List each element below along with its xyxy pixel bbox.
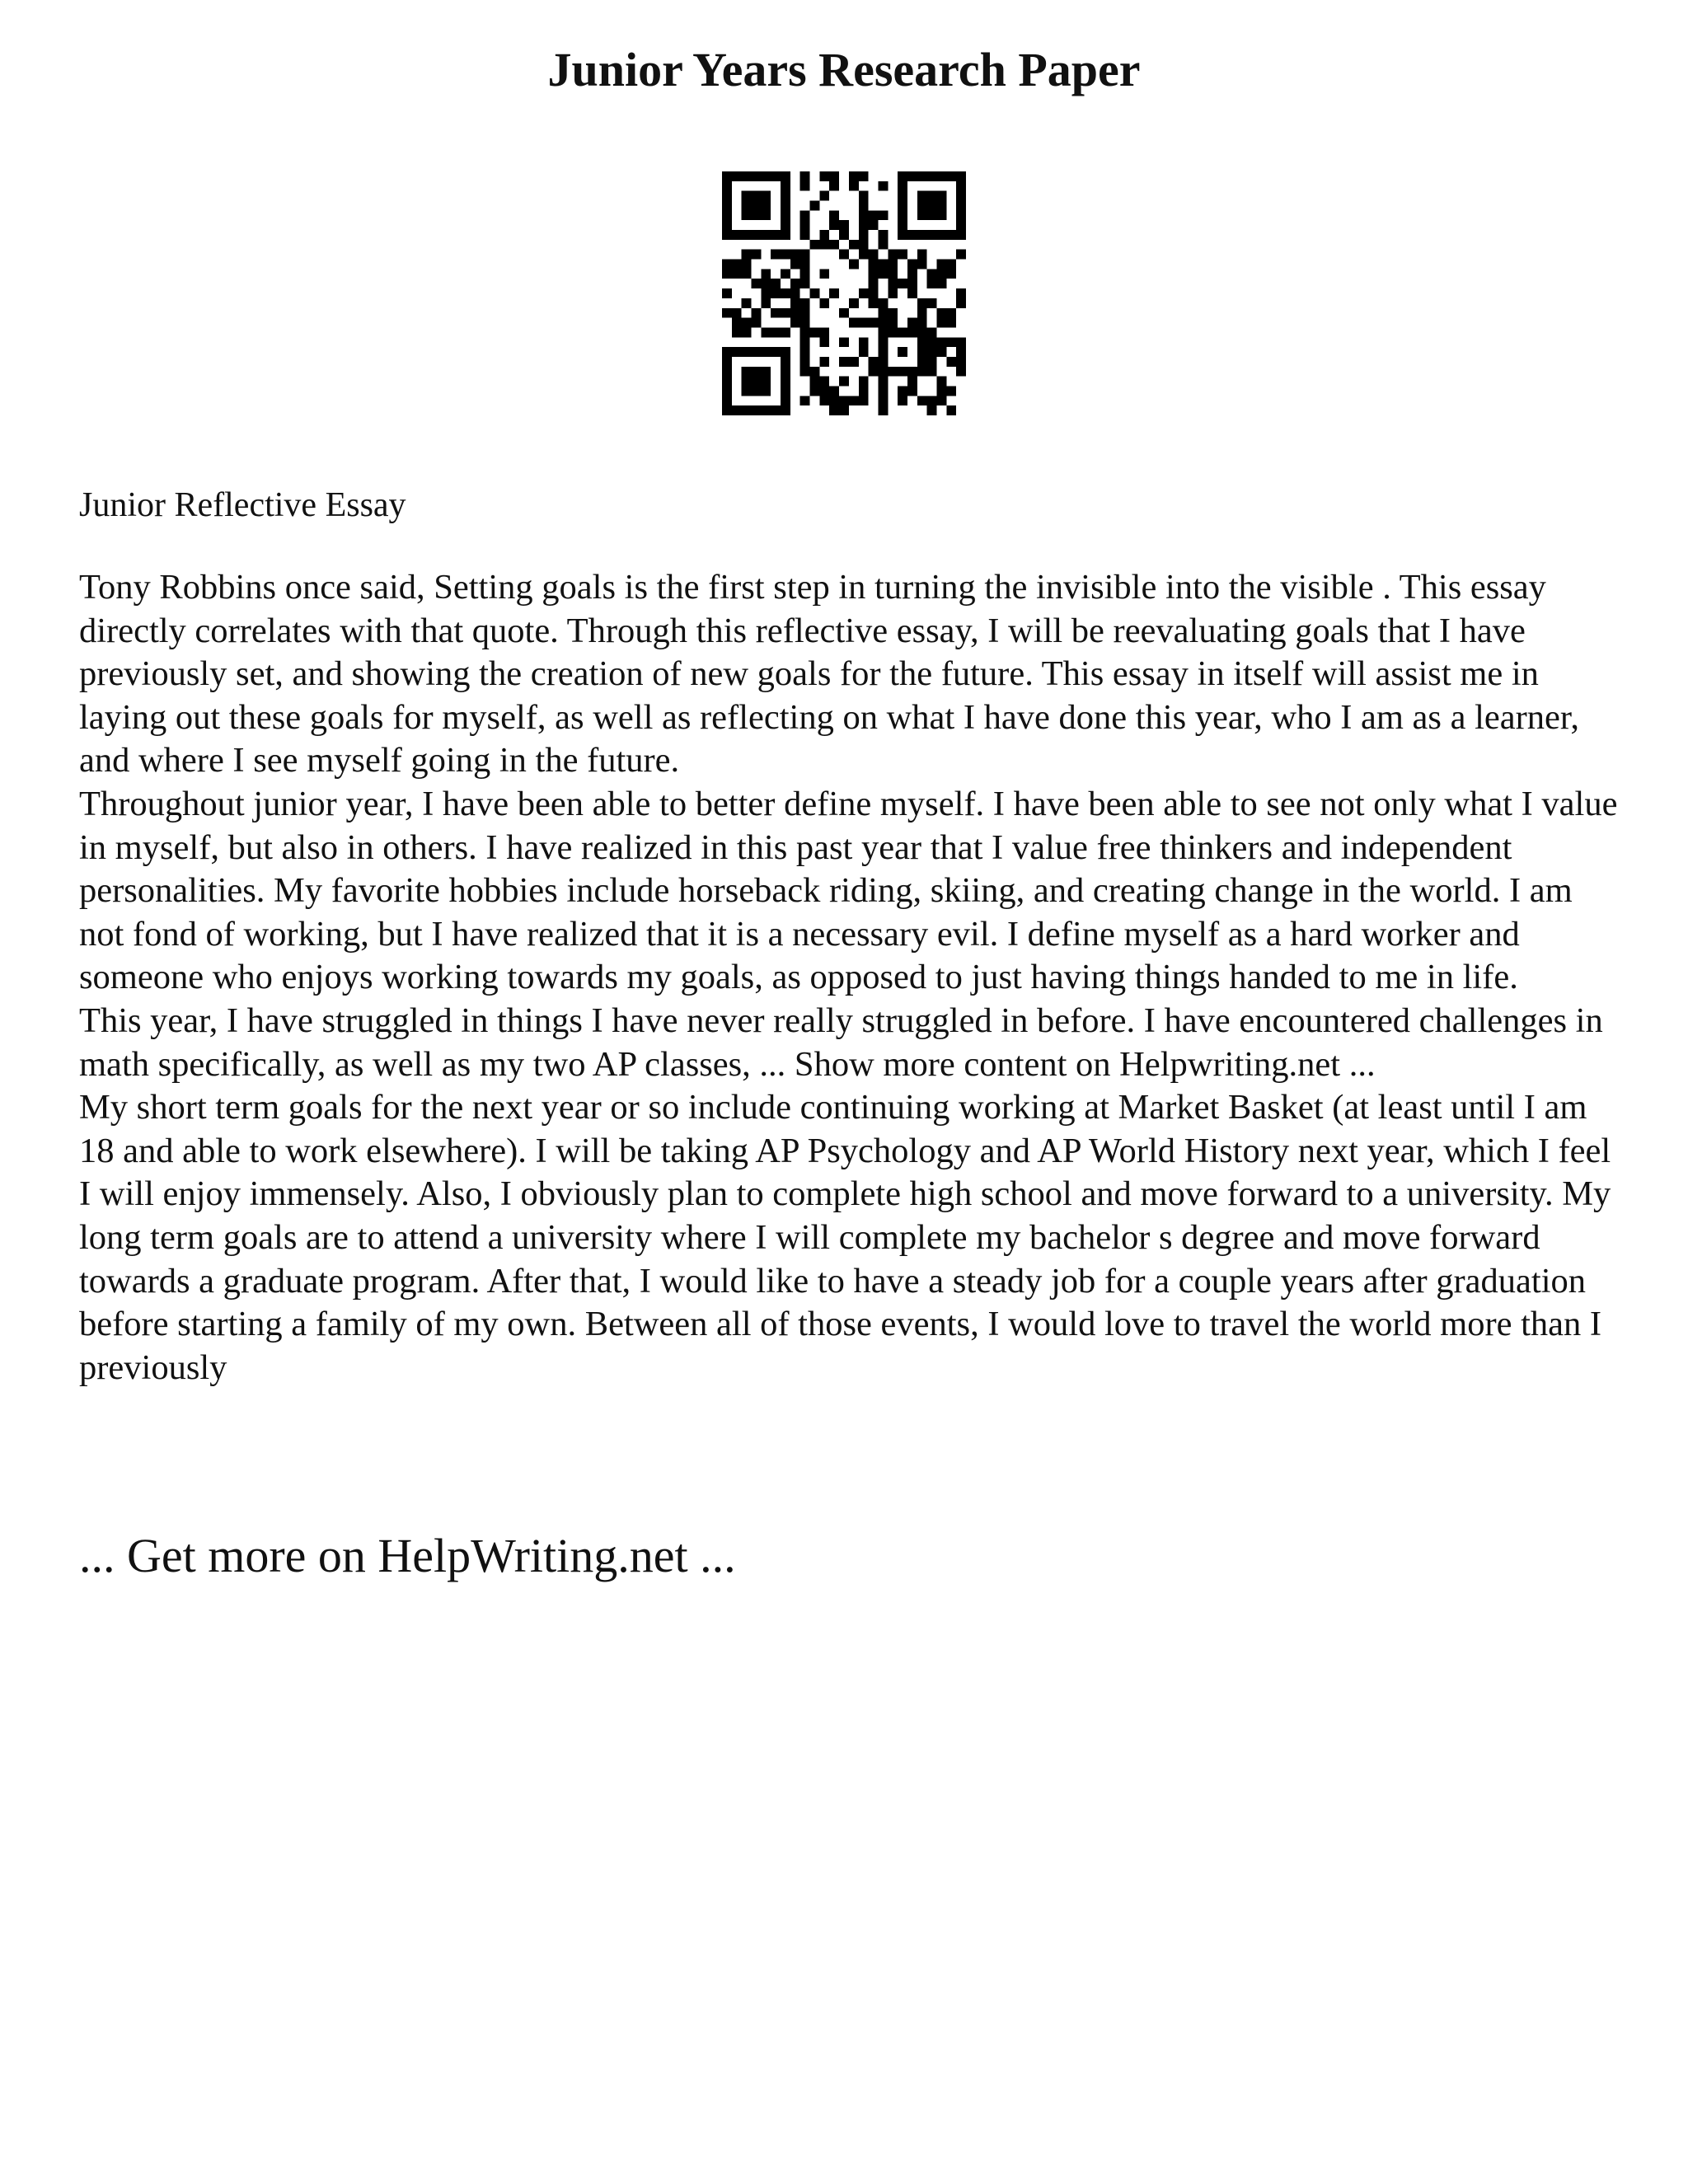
page-title: Junior Years Research Paper — [547, 43, 1141, 96]
essay-paragraph: Throughout junior year, I have been able to better define myself. I have been able to see not only what I value in myself, but also in others. I have realized in this past year that I value free thinkers and independent personalities. My favorite hobbies include horseback riding, skiing, and creating change in the world. I am not fond of working, but I have realized that it is a necessary evil. I define myself as a hard worker and someone who enjoys working towards my goals, as opposed to just having things handed to me in life. — [79, 784, 1618, 997]
essay-paragraph: This year, I have struggled in things I have never really struggled in before. I have encountered challenges in math specifically, as well as my two AP classes, ... Show more content on Helpwriting.net ... — [79, 1001, 1603, 1084]
essay-paragraph: My short term goals for the next year or so include continuing working at Market Basket (at least until I am 18 and able to work elsewhere). I will be taking AP Psychology and AP World History next year, which I feel I will enjoy immensely. Also, I obviously plan to complete high school and move forward to a university. My long term goals are to attend a university where I will complete my bachelor s degree and move forward towards a graduate program. After that, I would like to have a steady job for a couple years after graduation before starting a family of my own. Between all of those events, I would love to travel the world more than I previously — [79, 1088, 1611, 1387]
get-more-link-text: ... Get more on HelpWriting.net ... — [79, 1529, 736, 1582]
essay-paragraph: Tony Robbins once said, Setting goals is the first step in turning the invisible into the visible . This essay directly correlates with that quote. Through this reflective essay, I will be reevaluating goals that I have previously set, and showing the creation of new goals for the future. This essay in itself will assist me in laying out these goals for myself, as well as reflecting on what I have done this year, who I am as a learner, and where I see myself going in the future. — [79, 568, 1579, 780]
essay-body — [79, 566, 1620, 1390]
essay-heading: Junior Reflective Essay — [79, 486, 406, 524]
qr-code-icon — [722, 171, 966, 415]
